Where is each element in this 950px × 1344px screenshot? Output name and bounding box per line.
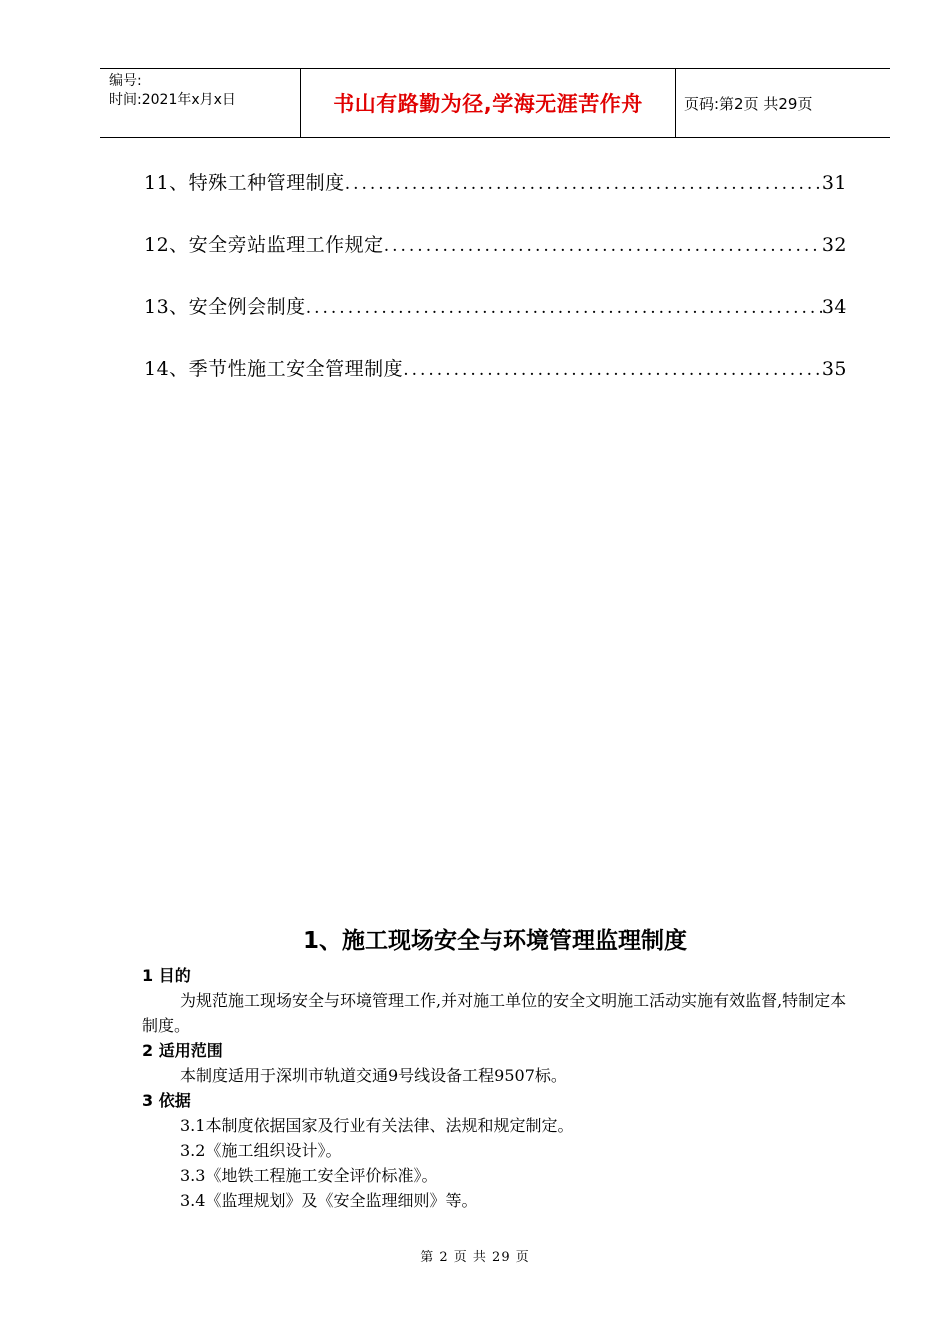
page-footer: 第 2 页 共 29 页 [420,1250,530,1265]
section-body [142,963,852,1213]
toc-entry-title: 11、特殊工种管理制度 [144,172,345,194]
toc-entry-page: 32 [821,234,847,256]
toc-entry-page: 34 [821,296,847,318]
toc-leader-dots [345,174,822,194]
toc-leader-dots [403,360,822,380]
toc-entry-title: 13、安全例会制度 [144,296,306,318]
section-title: 1、施工现场安全与环境管理监理制度 [302,928,687,954]
toc-leader-dots [306,298,822,318]
header-page-info: 页码:第2页 共29页 [684,94,813,113]
time-label: 时间:2021年x月x日 [109,92,236,108]
scope-paragraph: 本制度适用于深圳市轨道交通9号线设备工程9507标。 [180,1066,567,1085]
toc-entry [144,230,847,292]
basis-item: 3.1本制度依据国家及行业有关法律、法规和规定制定。 [180,1116,574,1135]
basis-item: 3.3《地铁工程施工安全评价标准》。 [180,1166,438,1185]
table-of-contents [144,168,847,416]
toc-entry-page: 31 [821,172,847,194]
toc-entry [144,292,847,354]
toc-entry-title: 12、安全旁站监理工作规定 [144,234,384,256]
toc-entry [144,354,847,416]
number-label: 编号: [109,73,142,89]
page-header [100,68,890,138]
basis-item: 3.4《监理规划》及《安全监理细则》等。 [180,1191,478,1210]
header-meta-cell [100,69,301,137]
heading-scope: 2 适用范围 [142,1041,223,1060]
basis-item: 3.2《施工组织设计》。 [180,1141,342,1160]
toc-entry [144,168,847,230]
toc-entry-page: 35 [821,358,847,380]
heading-basis: 3 依据 [142,1091,191,1110]
toc-entry-title: 14、季节性施工安全管理制度 [144,358,404,380]
toc-leader-dots [384,236,822,256]
heading-purpose: 1 目的 [142,966,191,985]
header-motto: 书山有路勤为径,学海无涯苦作舟 [301,69,676,137]
purpose-paragraph: 为规范施工现场安全与环境管理工作,并对施工单位的安全文明施工活动实施有效监督,特制定本制度。 [142,991,847,1035]
